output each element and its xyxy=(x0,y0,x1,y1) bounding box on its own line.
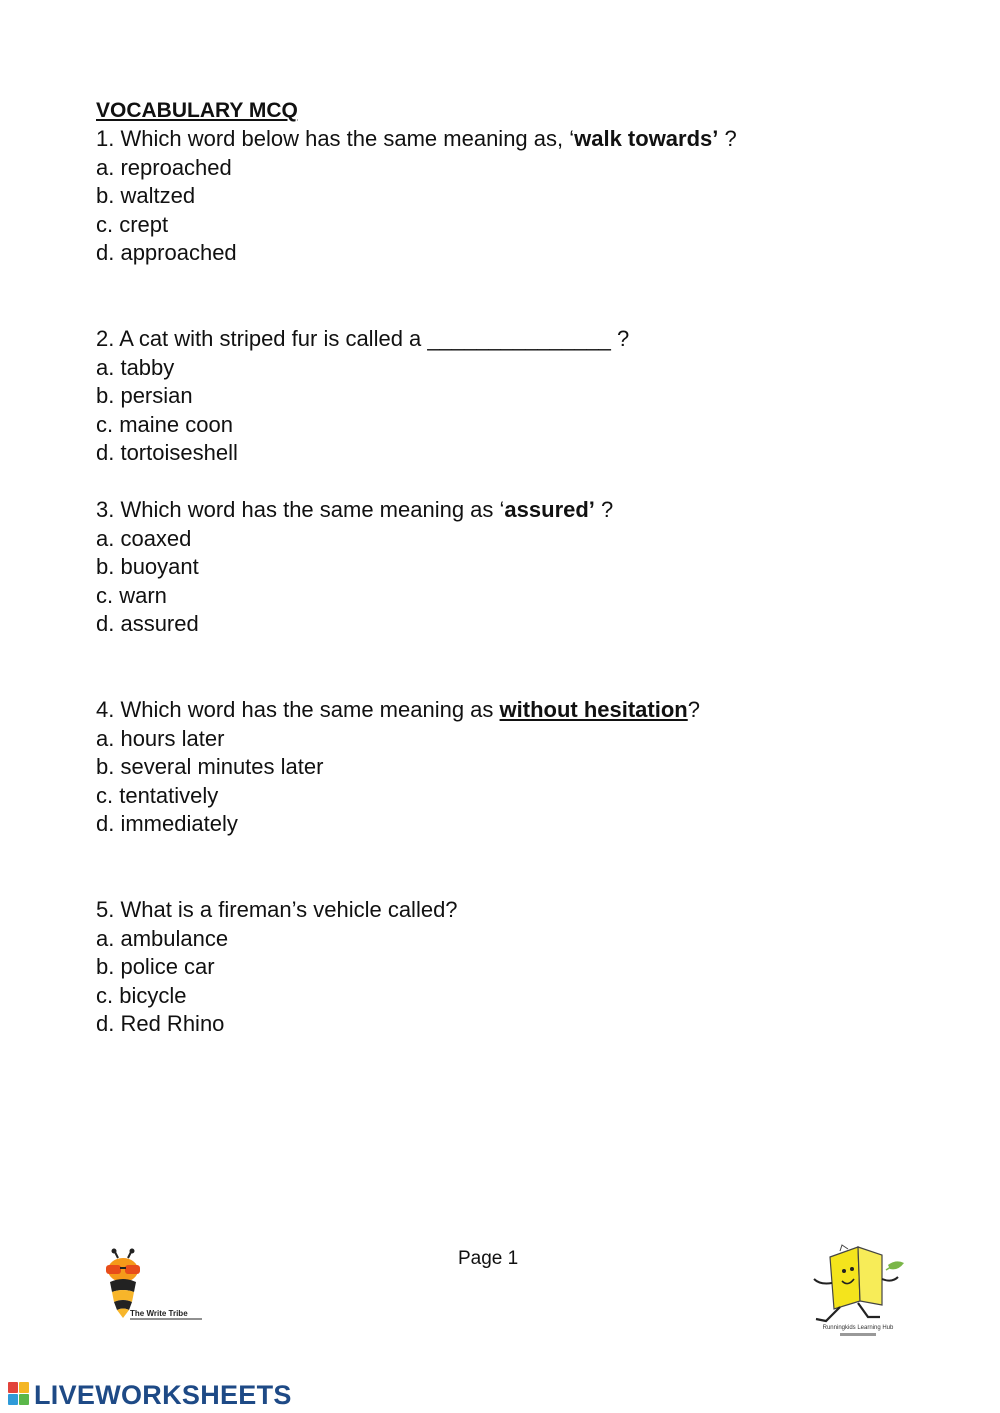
question-3-stem: 3. Which word has the same meaning as ‘assured’ ? xyxy=(96,497,614,522)
question-4-option-b[interactable]: b. several minutes later xyxy=(96,754,324,780)
question-4-option-a[interactable]: a. hours later xyxy=(96,725,225,751)
question-3-key-phrase: assured’ xyxy=(504,497,595,522)
question-2-option-b[interactable]: b. persian xyxy=(96,383,193,409)
question-3-option-b[interactable]: b. buoyant xyxy=(96,554,199,580)
question-5-option-d[interactable]: d. Red Rhino xyxy=(96,1011,225,1037)
worksheet-title: VOCABULARY MCQ xyxy=(96,99,298,122)
write-tribe-bee-logo xyxy=(96,1248,208,1328)
question-2-option-a[interactable]: a. tabby xyxy=(96,354,175,380)
question-1-stem: 1. Which word below has the same meaning as, ‘walk towards’ ? xyxy=(96,126,737,151)
question-5-option-c[interactable]: c. bicycle xyxy=(96,982,187,1008)
question-5-option-b[interactable]: b. police car xyxy=(96,954,215,980)
question-1-option-c[interactable]: c. crept xyxy=(96,211,169,237)
question-2 xyxy=(96,325,629,468)
question-3-option-a[interactable]: a. coaxed xyxy=(96,525,192,551)
question-5 xyxy=(96,896,458,1039)
question-1 xyxy=(96,125,737,268)
liveworksheets-blocks-icon xyxy=(8,1382,30,1406)
write-tribe-logo-text: The Write Tribe xyxy=(130,1309,188,1318)
question-4-option-d[interactable]: d. immediately xyxy=(96,811,238,837)
question-1-option-b[interactable]: b. waltzed xyxy=(96,183,196,209)
question-5-option-a[interactable]: a. ambulance xyxy=(96,925,229,951)
question-5-stem: 5. What is a fireman’s vehicle called? xyxy=(96,897,458,922)
question-2-stem: 2. A cat with striped fur is called a _______________ ? xyxy=(96,326,630,351)
question-4-key-phrase: without hesitation xyxy=(499,697,688,722)
question-4-option-c[interactable]: c. tentatively xyxy=(96,782,219,808)
question-3-option-d[interactable]: d. assured xyxy=(96,611,199,637)
runningkids-book-logo xyxy=(806,1243,910,1341)
question-2-option-d[interactable]: d. tortoiseshell xyxy=(96,440,238,466)
question-4-stem: 4. Which word has the same meaning as without hesitation? xyxy=(96,697,700,722)
question-3-option-c[interactable]: c. warn xyxy=(96,582,167,608)
liveworksheets-brand[interactable] xyxy=(8,1380,308,1410)
question-2-option-c[interactable]: c. maine coon xyxy=(96,411,233,437)
question-3 xyxy=(96,496,613,639)
question-1-key-phrase: walk towards’ xyxy=(574,126,719,151)
question-4 xyxy=(96,696,700,839)
runningkids-logo-text: Runningkids Learning Hub xyxy=(822,1325,894,1331)
page-number: Page 1 xyxy=(458,1248,519,1269)
question-1-option-d[interactable]: d. approached xyxy=(96,240,237,266)
liveworksheets-wordmark: LIVEWORKSHEETS xyxy=(34,1380,292,1410)
question-1-option-a[interactable]: a. reproached xyxy=(96,154,232,180)
